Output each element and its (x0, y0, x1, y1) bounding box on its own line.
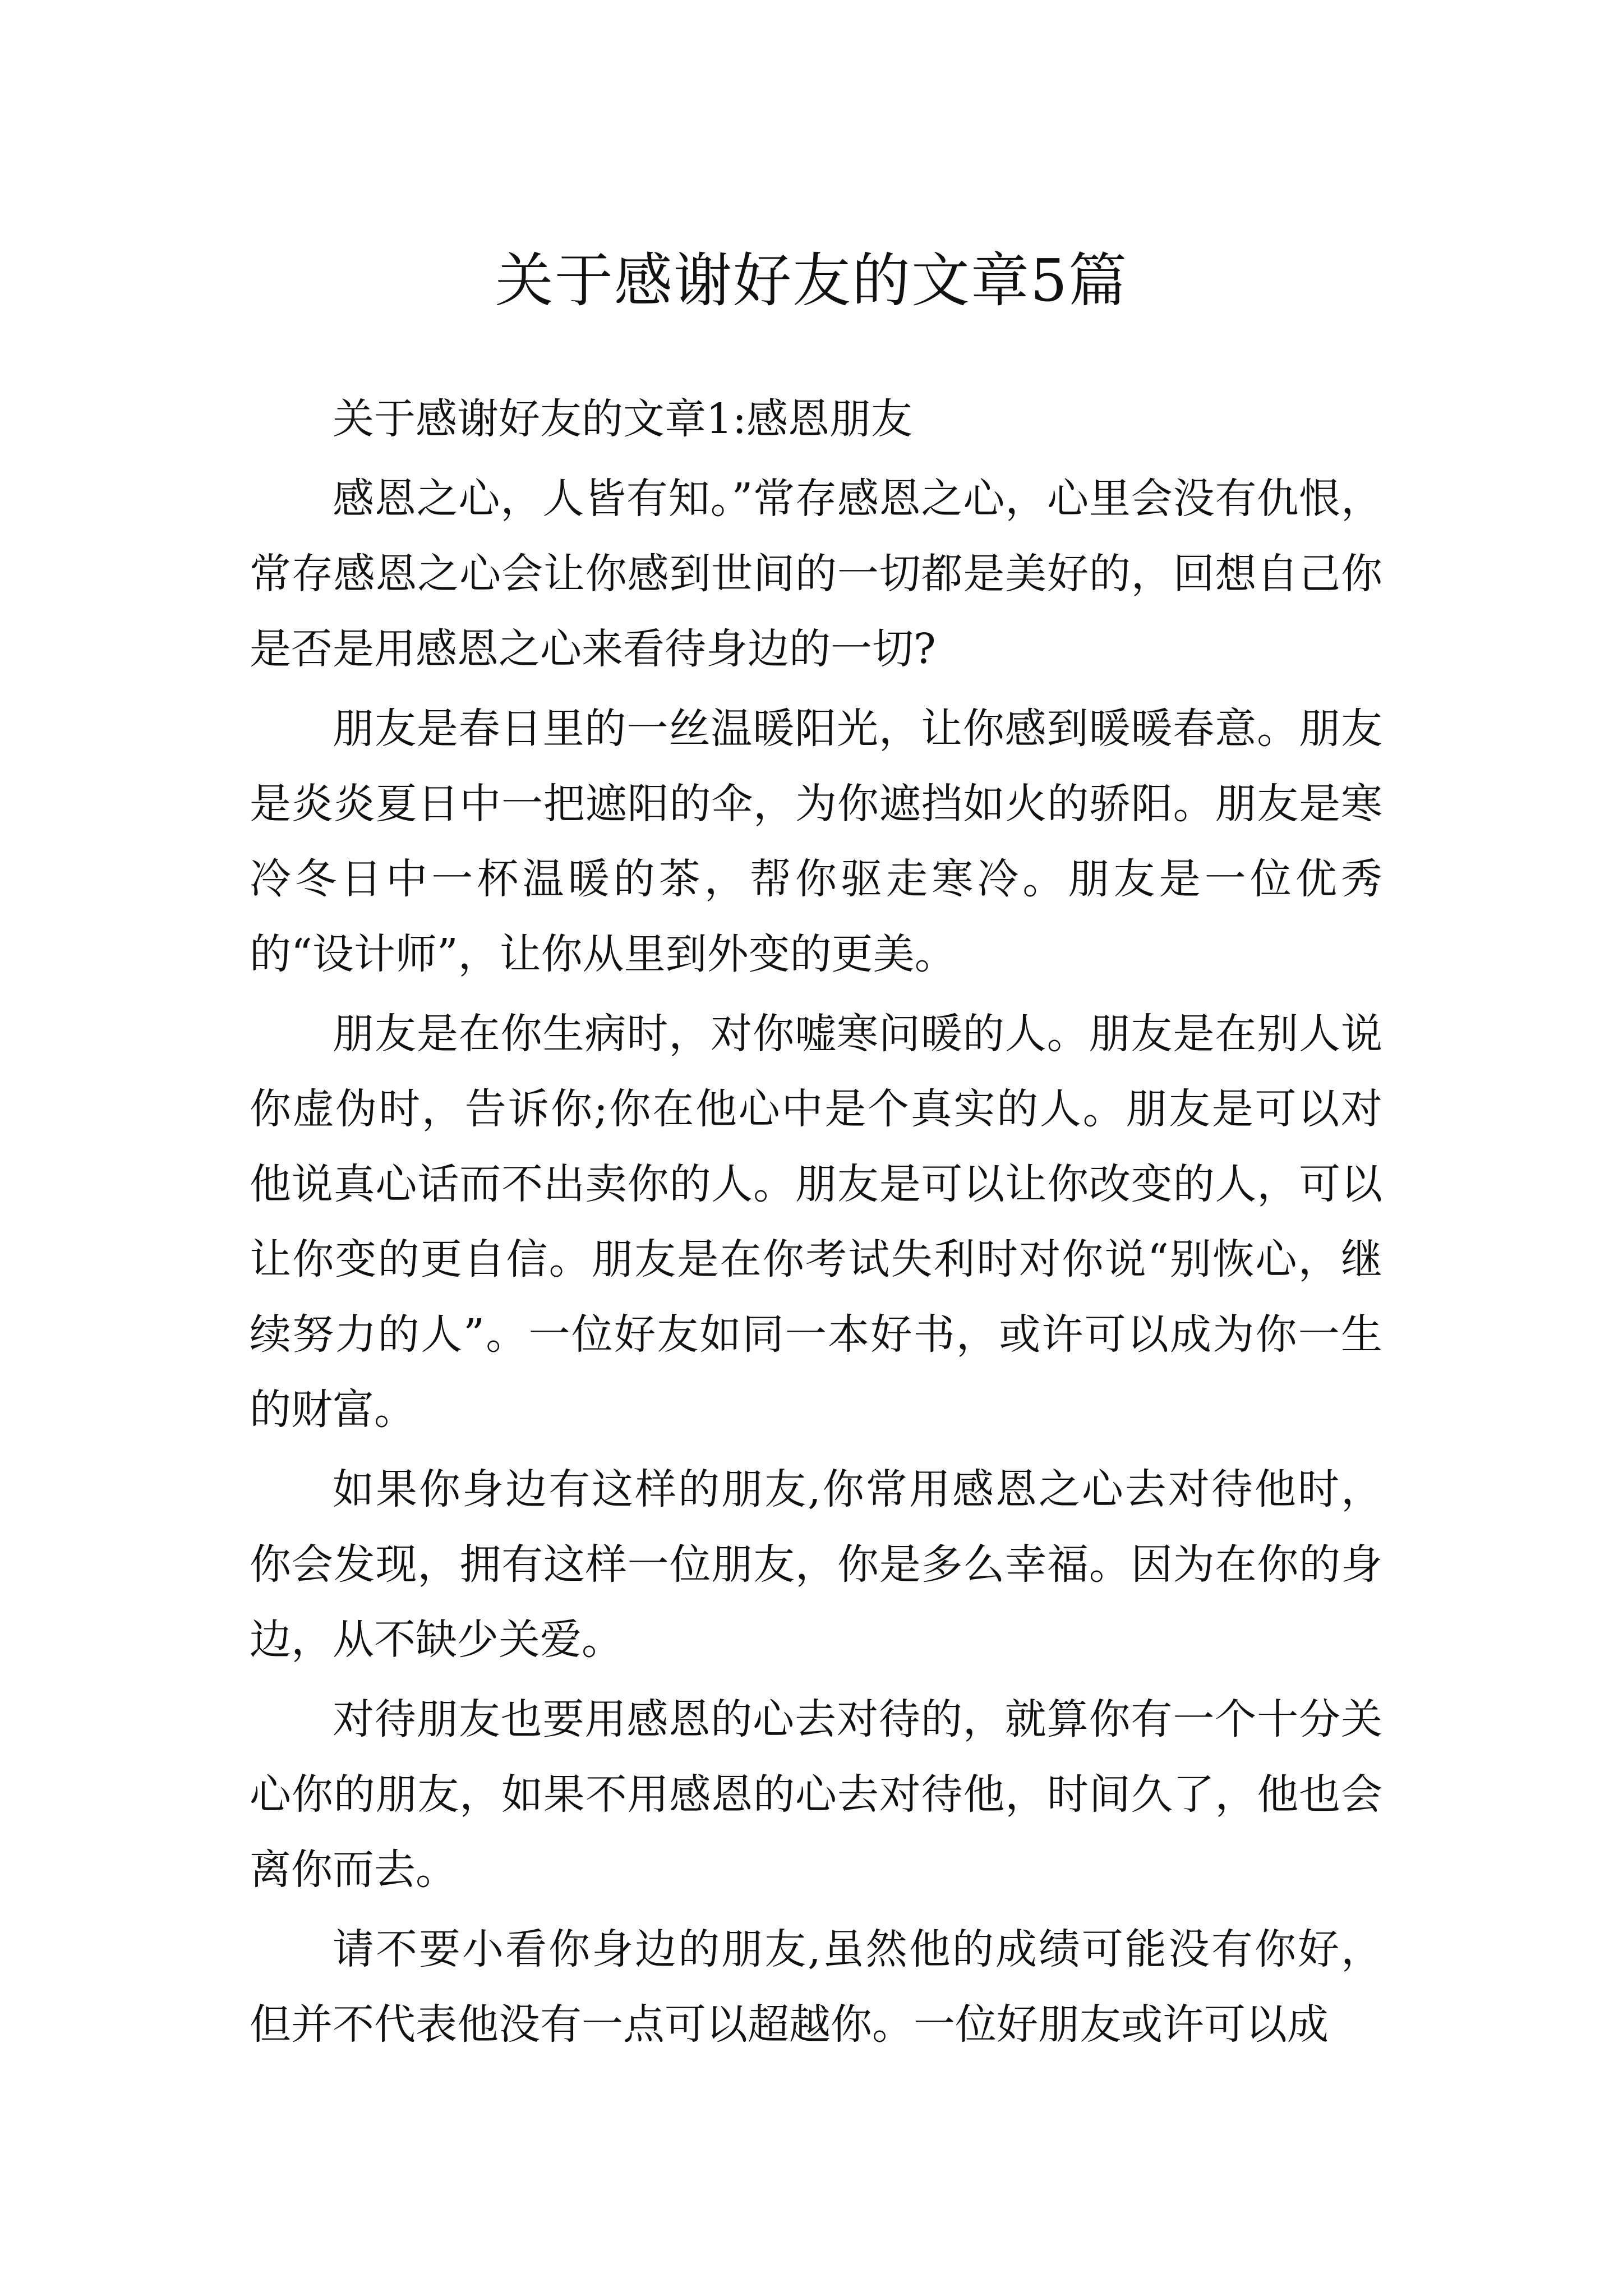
paragraph: 朋友是在你生病时，对你嘘寒问暖的人。朋友是在别人说你虚伪时，告诉你;你在他心中是个真实的人。朋友是可以对他说真心话而不出卖你的人。朋友是可以让你改变的人，可以让你变的更自信。朋友是在你考试失利时对你说“别恢心，继续努力的人”。一位好友如同一本好书，或许可以成为你一生的财富。 (250, 1010, 1382, 1434)
paragraph: 请不要小看你身边的朋友,虽然他的成绩可能没有你好，但并不代表他没有一点可以超越你。一位好朋友或许可以成 (250, 1925, 1382, 2049)
paragraph: 感恩之心，人皆有知。”常存感恩之心，心里会没有仇恨，常存感恩之心会让你感到世间的一切都是美好的，回想自己你是否是用感恩之心来看待身边的一切? (250, 475, 1382, 673)
section-heading: 关于感谢好友的文章1:感恩朋友 (333, 395, 913, 443)
document-body (250, 381, 1382, 2067)
document-title: 关于感谢好友的文章5篇 (495, 246, 1128, 315)
paragraph: 如果你身边有这样的朋友,你常用感恩之心去对待他时，你会发现，拥有这样一位朋友，你是多么幸福。因为在你的身边，从不缺少关爱。 (250, 1465, 1382, 1664)
paragraph: 朋友是春日里的一丝温暖阳光，让你感到暖暖春意。朋友是炎炎夏日中一把遮阳的伞，为你遮挡如火的骄阳。朋友是寒冷冬日中一杯温暖的茶，帮你驱走寒冷。朋友是一位优秀的“设计师”，让你从里到外变的更美。 (250, 705, 1382, 978)
paragraph: 对待朋友也要用感恩的心去对待的，就算你有一个十分关心你的朋友，如果不用感恩的心去对待他，时间久了，他也会离你而去。 (250, 1695, 1382, 1894)
